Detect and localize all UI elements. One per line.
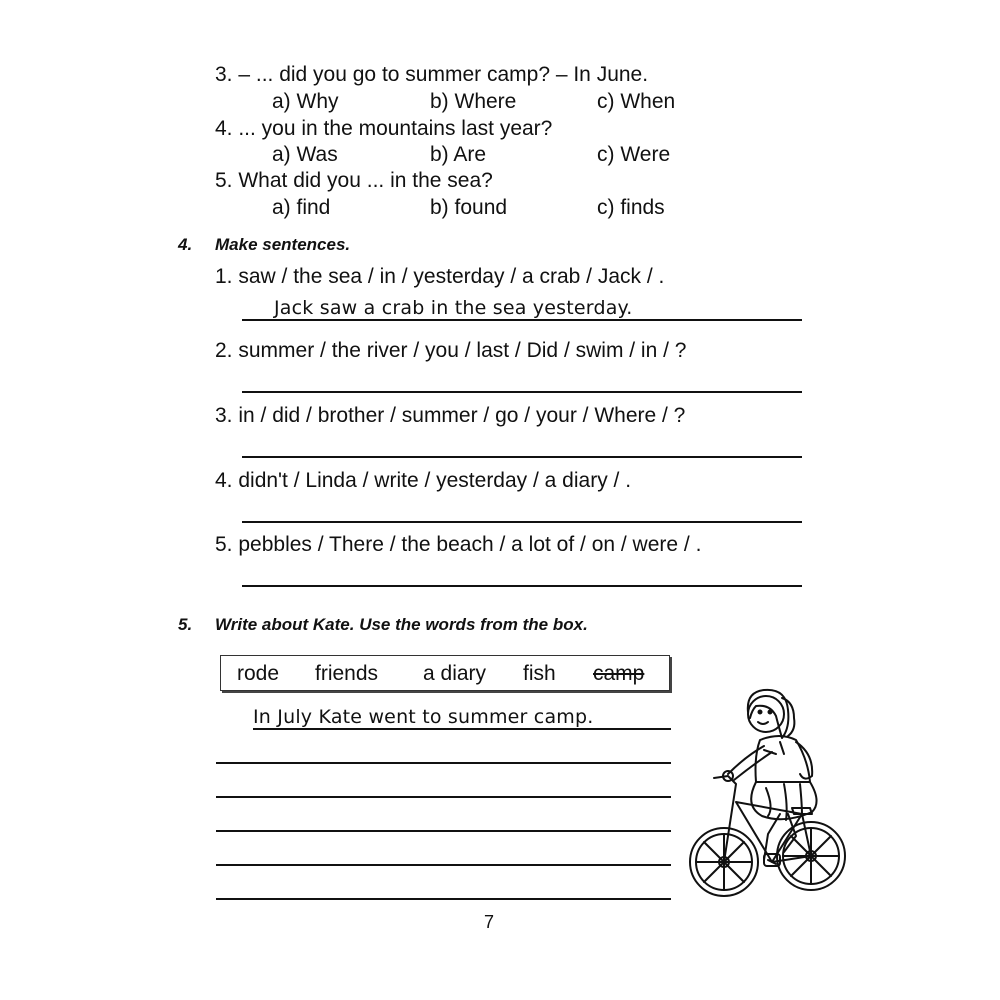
box-word-a-diary: a diary [423,662,487,685]
ex3-q3-option-c: c) When [597,90,676,113]
box-word-rode: rode [237,662,280,685]
ex3-q5-option-c: c) finds [597,196,665,219]
ex3-q5-question: 5. What did you ... in the sea? [215,169,493,192]
ex4-item1-prompt: 1. saw / the sea / in / yesterday / a crab / Jack / . [215,265,665,288]
box-word-friends: friends [315,662,379,685]
ex3-q5-option-a: a) find [272,196,331,219]
writing-line[interactable] [216,864,671,866]
ex4-item2-prompt: 2. summer / the river / you / last / Did / swim / in / ? [215,339,687,362]
answer-line [242,319,802,321]
girl-on-bicycle-icon [684,684,854,910]
answer-line[interactable] [242,585,802,587]
writing-line[interactable] [216,830,671,832]
ex3-q4-question: 4. ... you in the mountains last year? [215,117,553,140]
ex3-q4-option-b: b) Are [430,143,487,166]
writing-line[interactable] [216,898,671,900]
answer-line[interactable] [242,391,802,393]
ex4-number: 4. [178,235,193,254]
ex3-q4-option-a: a) Was [272,143,338,166]
writing-line[interactable] [216,762,671,764]
word-box [220,655,670,691]
ex5-title: Write about Kate. Use the words from the box. [215,615,588,634]
answer-line [253,728,671,730]
ex4-item3-prompt: 3. in / did / brother / summer / go / your / Where / ? [215,404,686,427]
answer-line[interactable] [242,521,802,523]
box-word-fish: fish [523,662,556,685]
ex4-item5-prompt: 5. pebbles / There / the beach / a lot of / on / were / . [215,533,702,556]
ex3-q5-option-b: b) found [430,196,508,219]
answer-line[interactable] [242,456,802,458]
ex3-q4-option-c: c) Were [597,143,671,166]
page-number: 7 [484,912,495,932]
ex5-example-sentence: In July Kate went to summer camp. [253,706,594,728]
ex4-item1-answer: Jack saw a crab in the sea yesterday. [274,297,633,319]
ex3-q3-option-a: a) Why [272,90,339,113]
ex3-q3-option-b: b) Where [430,90,517,113]
writing-line[interactable] [216,796,671,798]
ex4-title: Make sentences. [215,235,351,254]
ex3-q3-question: 3. – ... did you go to summer camp? – In June. [215,63,649,86]
ex4-item4-prompt: 4. didn't / Linda / write / yesterday / a diary / . [215,469,632,492]
ex5-number: 5. [178,615,193,634]
box-word-camp-crossed: camp [593,662,645,685]
